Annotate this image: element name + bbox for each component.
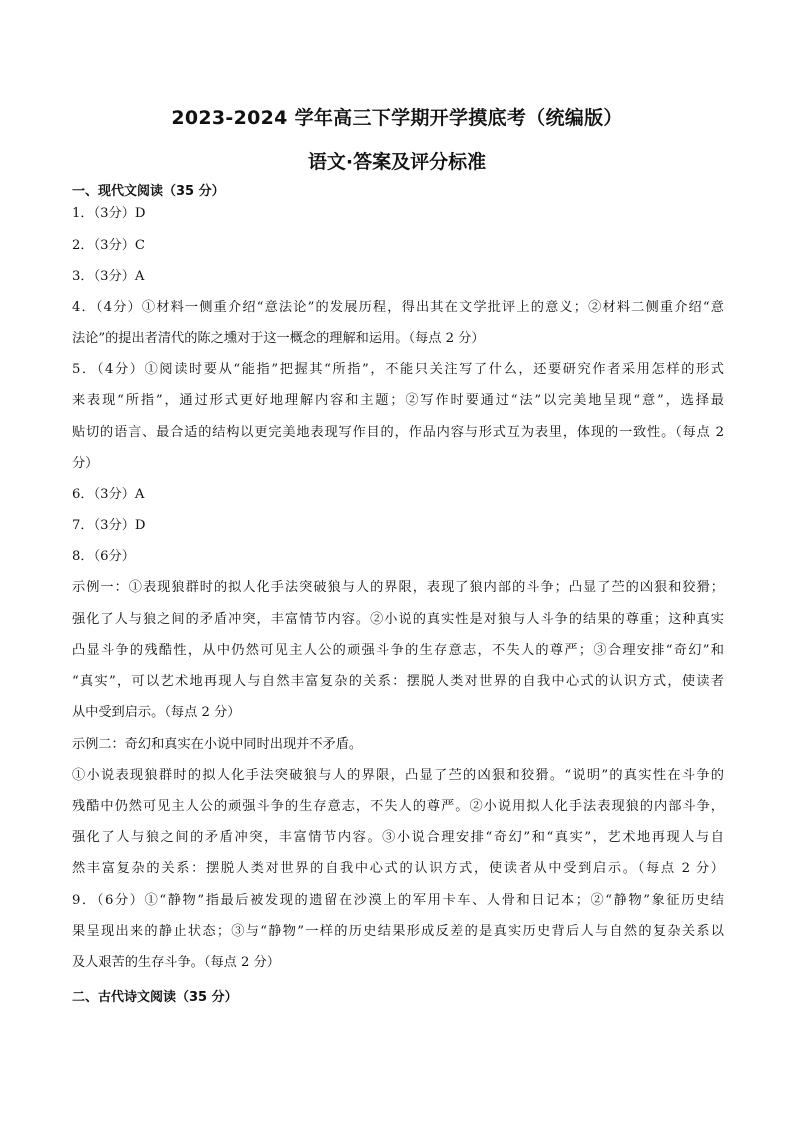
answer-line: 4．（4分）①材料一侧重介绍“意法论”的发展历程，得出其在文学批评上的意义；②材料二侧重介绍“意 <box>72 300 724 315</box>
answer-line: 来表现“所指”，通过形式更好地理解内容和主题；②写作时要通过“法”以完美地呈现“意”，选择最 <box>72 393 724 408</box>
answer-line: 强化了人与狼之间的矛盾冲突，丰富情节内容。②小说的真实性是对狼与人斗争的结果的尊重；这种真实 <box>72 612 724 627</box>
answer-line: 示例二：奇幻和真实在小说中同时出现并不矛盾。 <box>72 737 363 752</box>
answer-line: 贴切的语言、最合适的结构以更完美地表现写作目的，作品内容与形式互为表里，体现的一致性。（每点 2 <box>72 425 724 440</box>
answer-line: 1．（3分）D <box>72 206 146 221</box>
document-subtitle: 语文·答案及评分标准 <box>307 151 487 173</box>
answer-line: 8．（6分） <box>72 549 135 564</box>
answer-line: 从中受到启示。（每点 2 分） <box>72 705 241 720</box>
answer-line: 凸显斗争的残酷性，从中仍然可见主人公的顽强斗争的生存意志，不失人的尊严；③合理安排“奇幻”和 <box>72 643 724 658</box>
answer-line: 9．（6分）①“静物”指最后被发现的遗留在沙漠上的军用卡车、人骨和日记本；②“静物”象征历史结 <box>72 893 724 908</box>
answer-line: 示例一：①表现狼群时的拟人化手法突破狼与人的界限，表现了狼内部的斗争；凸显了苎的凶狠和狡猾； <box>72 580 724 595</box>
answer-line: 7．（3分）D <box>72 518 146 533</box>
answer-line: “真实”，可以艺术地再现人与自然丰富复杂的关系：摆脱人类对世界的自我中心式的认识方式，使读者 <box>72 674 724 689</box>
answer-line: 6．（3分）A <box>72 487 145 502</box>
answer-line: 3．（3分）A <box>72 269 145 284</box>
document-title: 2023-2024 学年高三下学期开学摸底考（统编版） <box>171 107 623 129</box>
answer-line: ①小说表现狼群时的拟人化手法突破狼与人的界限，凸显了苎的凶狠和狡猾。“说明”的真实性在斗争的 <box>72 768 724 783</box>
answer-line: 5．（4分）①阅读时要从“能指”把握其“所指”，不能只关注写了什么，还要研究作者采用怎样的形式 <box>72 362 724 377</box>
answer-line: 强化了人与狼之间的矛盾冲突，丰富情节内容。③小说合理安排“奇幻”和“真实”，艺术地再现人与自 <box>72 830 724 845</box>
answer-line: 法论”的提出者清代的陈之壎对于这一概念的理解和运用。（每点 2 分） <box>72 331 485 346</box>
answer-line: 然丰富复杂的关系：摆脱人类对世界的自我中心式的认识方式，使读者从中受到启示。（每点 2 分） <box>72 861 724 876</box>
answer-line: 残酷中仍然可见主人公的顽强斗争的生存意志，不失人的尊严。②小说用拟人化手法表现狼的内部斗争， <box>72 799 724 814</box>
answer-line: 果呈现出来的静止状态；③与“静物”一样的历史结果形成反差的是真实历史背后人与自然的复杂关系以 <box>72 924 724 939</box>
answer-line: 2．（3分）C <box>72 238 146 253</box>
section-heading-modern-reading: 一、现代文阅读（35 分） <box>72 184 225 199</box>
section-heading-classical-reading: 二、古代诗文阅读（35 分） <box>72 990 238 1005</box>
answer-line: 分） <box>72 456 99 471</box>
answer-line: 及人艰苦的生存斗争。（每点 2 分） <box>72 955 280 970</box>
